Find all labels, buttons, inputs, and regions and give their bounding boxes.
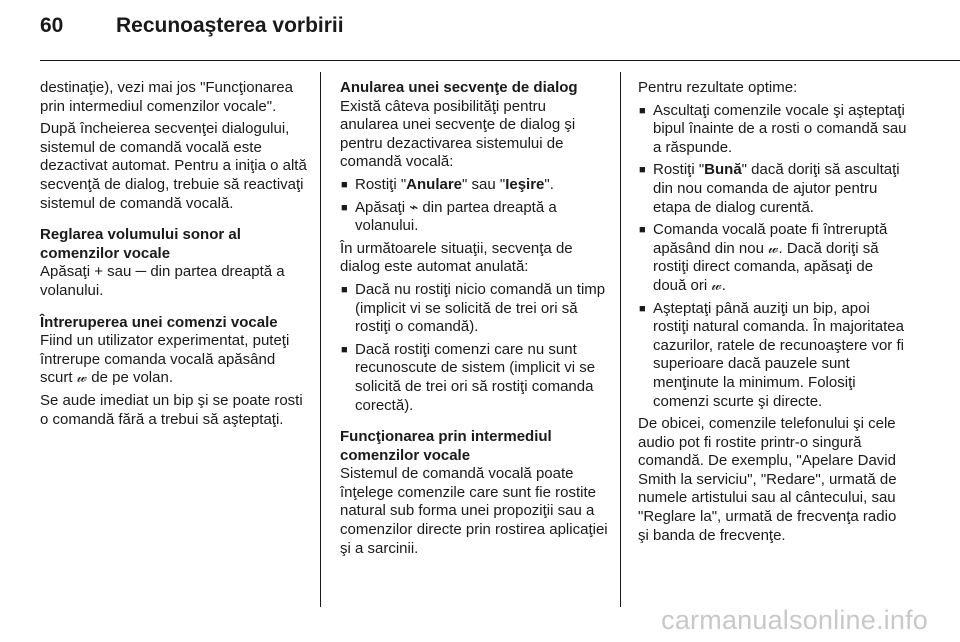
- plus-icon: +: [94, 263, 103, 281]
- paragraph: destinaţie), vezi mai jos "Funcţionarea prin intermediul comenzilor vocale".: [40, 79, 293, 115]
- paragraph: Se aude imediat un bip şi se poate rosti o comandă fără a trebui să aşteptaţi.: [40, 391, 303, 428]
- list-item: ■ Rostiţi "Anulare" sau "Ieşire".: [340, 176, 608, 195]
- page-title: Recunoaşterea vorbirii: [116, 14, 344, 37]
- paragraph: Apăsaţi + sau ─ din partea dreaptă a volanului.: [40, 263, 285, 299]
- voice-command-icon: 𝓌: [711, 276, 722, 294]
- paragraph: De obicei, comenzile telefonului şi cele audio pot fi rostite printr-o singură comandă. De exemplu, "Apelare David Smith la serviciu", "Redare", urmată de numele artistului sau al cântecului, sau "Reglare la", urmată de frecvenţa radio şi banda de frecvenţe.: [638, 415, 897, 544]
- column-middle: [340, 79, 608, 562]
- paragraph: După încheierea secvenţei dialogului, sistemul de comandă vocală este dezactivat automat. Pentru a iniţia o altă secvenţă de dialog, trebuie să reactivaţi sistemul de comandă vocală.: [40, 120, 307, 212]
- list-item: ■ Comanda vocală poate fi întreruptă apăsând din nou 𝓌. Dacă doriţi să rostiţi direct comanda, apăsaţi de două ori 𝓌.: [638, 221, 908, 295]
- list-item: ■ Dacă nu rostiţi nicio comandă un timp (implicit vi se solicită de trei ori să rostiţi o comandă).: [340, 281, 608, 337]
- list-item: ■ Dacă rostiţi comenzi care nu sunt recunoscute de sistem (implicit vi se solicită de trei ori să rostiţi comanda corectă).: [340, 341, 608, 415]
- list-item: ■ Aşteptaţi până auziţi un bip, apoi rostiţi natural comanda. În majoritatea cazurilor, ratele de recunoaştere vor fi superioare dacă pauzele sunt menţinute la minimum. Folosiţi comenzi scurte şi directe.: [638, 300, 908, 412]
- list-item: ■ Rostiţi "Bună" dacă doriţi să ascultaţi din nou comanda de ajutor pentru etapa de dialog curentă.: [638, 161, 908, 217]
- paragraph: În următoarele situaţii, secvenţa de dialog este automat anulată:: [340, 239, 573, 276]
- paragraph: Fiind un utilizator experimentat, puteţi întrerupe comanda vocală apăsând scurt 𝓌 de pe volan.: [40, 332, 290, 387]
- hang-up-icon: ⌁: [409, 198, 419, 216]
- bullet-list: [340, 281, 608, 415]
- paragraph: Există câteva posibilităţi pentru anularea unei secvenţe de dialog şi pentru dezactivarea sistemului de comandă vocală:: [340, 97, 576, 171]
- bullet-list: [638, 102, 908, 412]
- column-right: [638, 79, 908, 549]
- paragraph: Sistemul de comandă vocală poate înţelege comenzile care sunt fie rostite natural sub forma unei propoziţii sau a comenzilor directe prin rostirea aplicaţiei şi a sarcinii.: [340, 465, 608, 557]
- watermark: carmanualsonline.info: [661, 605, 928, 635]
- section-heading: Întreruperea unei comenzi vocale: [40, 313, 278, 331]
- section-heading: Funcţionarea prin intermediul comenzilor vocale: [340, 428, 552, 464]
- column-left: [40, 79, 308, 433]
- list-item: ■ Ascultaţi comenzile vocale şi aşteptaţi bipul înainte de a rosti o comandă sau a răspunde.: [638, 102, 908, 158]
- page-number: 60: [40, 14, 64, 37]
- column-divider: [620, 72, 621, 607]
- section-heading: Anularea unei secvenţe de dialog: [340, 79, 578, 96]
- voice-command-icon: 𝓌: [768, 239, 779, 257]
- page-header: [40, 14, 344, 38]
- voice-command-icon: 𝓌: [76, 369, 88, 387]
- list-item: ■ Apăsaţi ⌁ din partea dreaptă a volanului.: [340, 199, 608, 236]
- minus-icon: ─: [135, 263, 147, 281]
- paragraph: Pentru rezultate optime:: [638, 79, 798, 96]
- bullet-list: [340, 176, 608, 236]
- section-heading: Reglarea volumului sonor al comenzilor vocale: [40, 226, 241, 262]
- column-divider: [320, 72, 321, 607]
- header-rule: [40, 60, 960, 61]
